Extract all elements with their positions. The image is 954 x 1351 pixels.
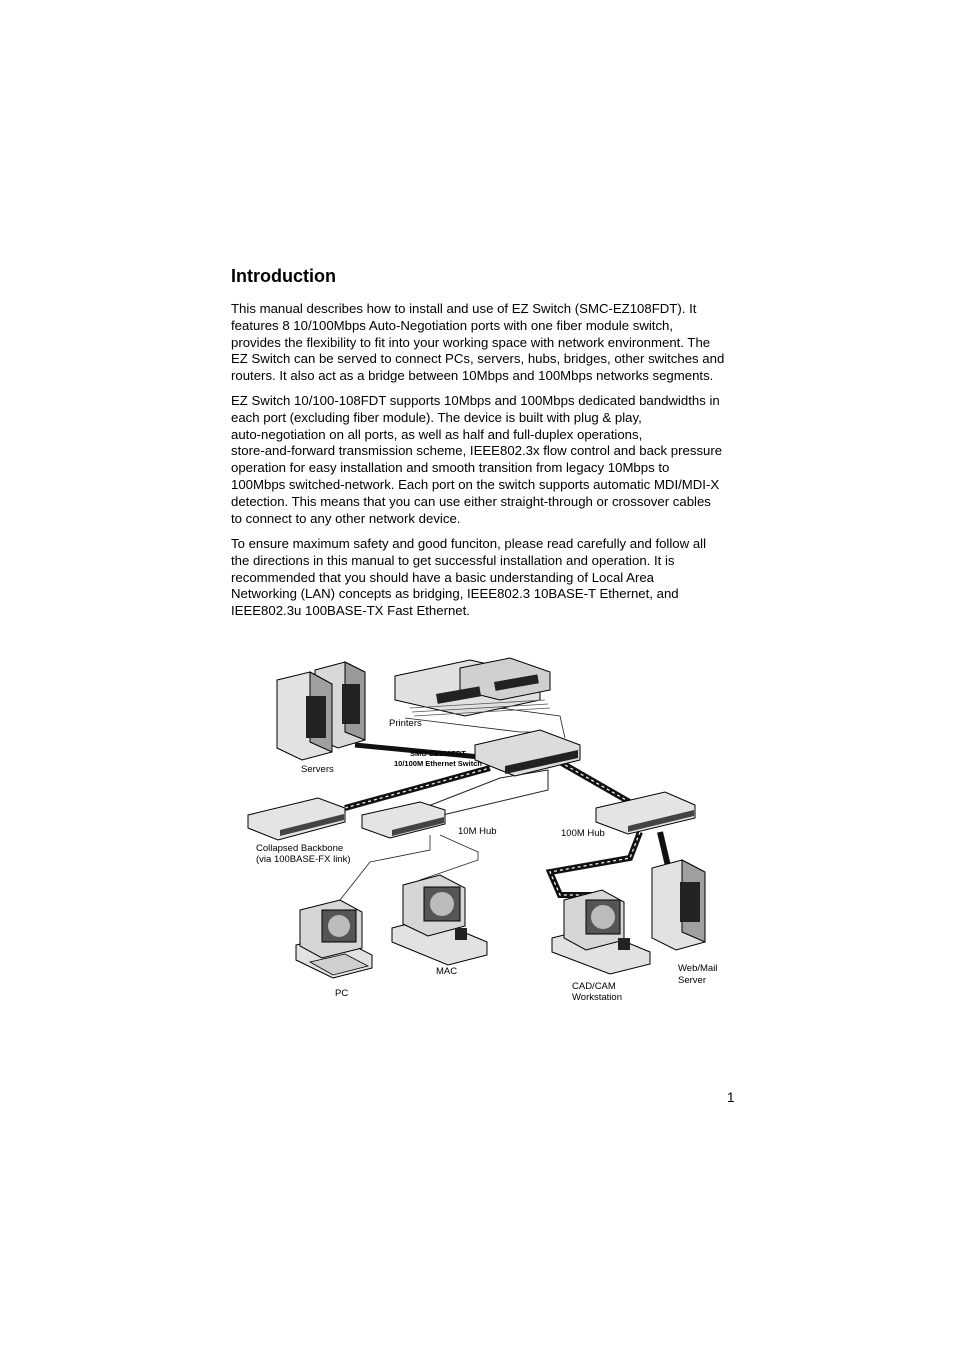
intro-paragraph-3	[231, 536, 741, 620]
text-line: auto-negotiation on all ports, as well as half and full-duplex operations,	[231, 426, 643, 442]
intro-paragraph-2	[231, 393, 741, 527]
intro-paragraph-1	[231, 301, 741, 385]
web-server-illustration	[652, 860, 705, 950]
backbone-label-1: Collapsed Backbone	[256, 843, 344, 854]
text-line: to connect to any other network device.	[231, 510, 461, 526]
text-line: each port (excluding fiber module). The device is built with plug & play,	[231, 409, 642, 425]
pc-illustration	[296, 900, 372, 978]
switch-illustration	[475, 730, 580, 776]
servers-label: Servers	[301, 764, 334, 775]
text-line: the directions in this manual to get successful installation and operation. It is	[231, 552, 675, 568]
pc-label: PC	[335, 988, 349, 999]
text-line: store-and-forward transmission scheme, IEEE802.3x flow control and back pressure	[231, 443, 723, 459]
text-line: provides the flexibility to fit into your working space with network environment. The	[231, 334, 711, 350]
text-line: operation for easy installation and smooth transition from legacy 10Mbps to	[231, 460, 670, 476]
mac-illustration	[392, 875, 487, 965]
text-line: IEEE802.3u 100BASE-TX Fast Ethernet.	[231, 603, 470, 619]
page-number: 1	[727, 1090, 735, 1105]
servers-illustration	[277, 662, 365, 760]
text-line: Networking (LAN) concepts as bridging, IEEE802.3 10BASE-T Ethernet, and	[231, 586, 679, 602]
text-line: features 8 10/100Mbps Auto-Negotiation ports with one fiber module switch,	[231, 317, 674, 333]
cad-workstation-illustration	[552, 890, 650, 974]
network-diagram	[240, 655, 740, 1015]
web-label-1: Web/Mail	[678, 963, 718, 974]
cables	[340, 700, 668, 900]
text-line: routers. It also act as a bridge between 10Mbps and 100Mbps networks segments.	[231, 368, 714, 384]
text-line: detection. This means that you can use either straight-through or crossover cables	[231, 493, 711, 509]
printers-label: Printers	[389, 718, 422, 729]
text-line: EZ Switch 10/100-108FDT supports 10Mbps and 100Mbps dedicated bandwidths in	[231, 393, 720, 408]
text-line: This manual describes how to install and use of EZ Switch (SMC-EZ108FDT). It	[231, 301, 697, 316]
hub-100m-label: 100M Hub	[561, 828, 605, 839]
backbone-label-2: (via 100BASE-FX link)	[256, 854, 351, 865]
web-label-2: Server	[678, 975, 706, 986]
cad-label-2: Workstation	[572, 992, 622, 1003]
cad-label-1: CAD/CAM	[572, 981, 616, 992]
switch-model-label: SMC-EZ108FDT	[410, 749, 466, 758]
hub-10m-label: 10M Hub	[458, 826, 497, 837]
text-line: To ensure maximum safety and good funciton, please read carefully and follow all	[231, 536, 707, 551]
printers-illustration	[395, 658, 550, 716]
text-line: EZ Switch can be served to connect PCs, servers, hubs, bridges, other switches and	[231, 351, 725, 367]
switch-desc-label: 10/100M Ethernet Switch	[394, 759, 482, 768]
text-line: 100Mbps switched-network. Each port on the switch supports automatic MDI/MDI-X	[231, 476, 720, 492]
page-title: Introduction	[231, 266, 336, 286]
text-line: recommended that you should have a basic understanding of Local Area	[231, 569, 655, 585]
mac-label: MAC	[436, 966, 458, 977]
